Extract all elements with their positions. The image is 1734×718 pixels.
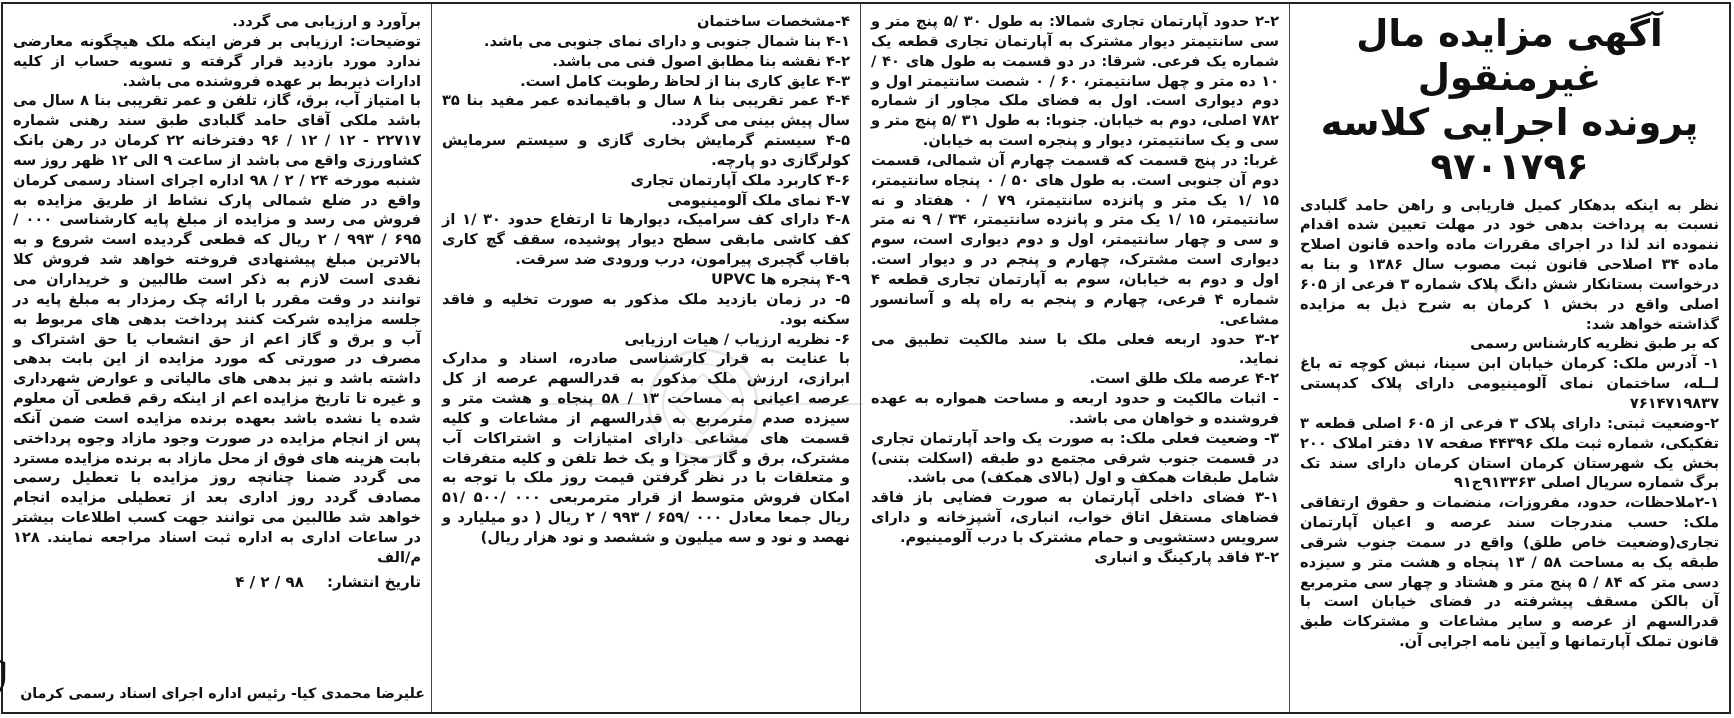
spec-finishes-line: ۴-۸ دارای کف سرامیک، دیوارها تا ارتفاع حدود ۳۰ /۱ از کف کاشی مابقی سطح دیوار پوشیده، سقف گچ کاری باقاب گچبری پیرامون، درب ورودی ضد سرقت.	[443, 211, 852, 269]
registration-status-paragraph: ۲-وضعیت ثبتی: دارای پلاک ۳ فرعی از ۶۰۵ اصلی قطعه ۳ تفکیکی، شماره ثبت ملک ۴۴۳۹۶ صفحه ۱۷ دفتر املاک ۲۰۰ بخش یک شهرستان کرمان استان کرمان دارای سند تک برگ شماره سریال اصلی ۹۱۳۳۶۳ج۹۱	[1301, 414, 1721, 492]
notice-column-3	[433, 4, 862, 712]
valuation-paragraph: با عنایت به قرار کارشناسی صادره، اسناد و مدارک ابرازی، ارزش ملک مذکور به قدرالسهم عرصه از کل عرصه اعیانی به مساحت ۱۳ / ۵۸ پنجاه و هشت متر و سیزده صدم مترمربع به قدرالسهم از مشاعات و کلیه قسمت های مشاعی دارای امتیازات و اشتراکات آب مشترک، برق و گاز مجزا و یک خط تلفن و کلیه متفرقات و متعلقات با در نظر گرفتن قیمت روز ملک با توجه به امکان فروش متوسط از قرار مترمربعی ۰۰۰ /۵۰۰ /۵۱ ریال جمعا معادل ۰۰۰ /۶۵۹ / ۹۹۳ / ۲ ریال ( دو میلیارد و نهصد و نود و سه میلیون و ششصد و نود هزار ریال)	[443, 350, 852, 546]
spec-usage-line: ۴-۶ کاربرد ملک آپارتمان تجاری	[631, 171, 852, 189]
auction-notice-page	[2, 2, 1732, 714]
spec-plan-line: ۴-۲ نقشه بنا مطابق اصول فنی می باشد.	[553, 52, 852, 70]
boundaries-paragraph: ۲-۲ حدود آپارتمان تجاری شمالا: به طول ۳۰ /۵ پنج متر و سی سانتیمتر دیوار مشترک به آپارتمان تجاری قطعه یک شماره یک فرعی. شرقا: در دو قسمت به طول های ۴۰ /۱۰ ده متر و چهل سانتیمتر، ۶۰ / ۰ شصت سانتیمتر اول و دوم دیواری است. اول به فضای ملک مجاور از شماره ۷۸۲ اصلی، دوم به خیابان. جنوبا: به طول ۳۱ /۵ پنج متر و سی و یک سانتیمتر، دیوار و پنجره است به خیابان.	[872, 13, 1281, 150]
west-boundary-paragraph: غربا: در پنج قسمت که قسمت چهارم آن شمالی، قسمت دوم آن جنوبی است. به طول های ۵۰ / ۰ پنجاه سانتیمتر، ۱۵ /۱ یک متر و پانزده سانتیمتر، ۷۹ / ۰ هفتاد و نه سانتیمتر، ۱۵ /۱ یک متر و پانزده سانتیمتر، ۳۴ / ۹ نه متر و سی و چهار سانتیمتر، اول و دوم دیواری است، سوم دیواری است مشترک، چهارم و پنجم در و دیوار است. اول و دوم به خیابان، سوم به آپارتمان تجاری قطعه ۴ شماره ۴ فرعی، چهارم و پنجم به راه پله و آسانسور مشاعی.	[872, 151, 1281, 328]
signature-line: علیرضا محمدی کیا- رئیس اداره اجرای اسناد رسمی کرمان	[21, 686, 426, 702]
spec-windows-line: ۴-۹ پنجره ها UPVC	[712, 270, 852, 288]
appraiser-heading: ۶- نظریه ارزیاب / هیات ارزیابی	[625, 330, 852, 348]
publication-date-value: ۹۸ / ۲ / ۴	[236, 572, 305, 591]
auction-terms-paragraph: با امتیاز آب، برق، گاز، تلفن و عمر تقریبی بنا ۸ سال می باشد ملکی آقای حامد گلبادی طبق سند رهنی شماره ۲۲۷۱۷ - ۱۲ / ۱۲ / ۹۶ دفترخانه ۲۲ کرمان در رهن بانک کشاورزی واقع می باشد از ساعت ۹ الی ۱۲ ظهر روز سه شنبه مورخه ۲۴ / ۲ / ۹۸ اداره اجرای اسناد رسمی کرمان واقع در ضلع شمالی پارک نشاط از طریق مزایده به فروش می رسد و مزایده از مبلغ پایه کارشناسی ۰۰۰ / ۶۹۵ / ۹۹۳ / ۲ ریال که قطعی گردیده است شروع و به بالاترین مبلغ پیشنهادی فروخته خواهد شد فروش کلا نقدی است لازم به ذکر است طالبین و خریداران می توانند در وقت مقرر با ارائه چک رمزدار به مبلغ پایه در جلسه مزایده شرکت کنند پرداخت بدهی های مربوط به آب و برق و گاز اعم از حق انشعاب یا حق اشتراک و مصرف در صورتی که مورد مزایده از این بابت بدهی داشته باشد و نیز بدهی های مالیاتی و عوارض شهرداری و غیره تا تاریخ مزایده اعم از اینکه رقم قطعی آن معلوم شده یا نشده باشد بعهده برنده مزایده است ضمن آنکه پس از انجام مزایده در صورت وجود مازاد وجوه پرداختی بابت هزینه های فوق از محل مازاد به برنده مزایده مسترد می گردد ضمنا چنانچه روز مزایده با تعطیل رسمی مصادف گردد روز اداری بعد از تعطیلی مزایده انجام خواهد شد طالبین می توانند جهت کسب اطلاعات بیشتر در ساعات اداری به اداره ثبت اسناد مراجعه نمایند. ۱۲۸ م/الف	[14, 92, 423, 566]
notice-intro-paragraph: نظر به اینکه بدهکار کمیل فاریابی و راهن حامد گلبادی نسبت به پرداخت بدهی خود در مهلت تعیین شده اقدام ننموده اند لذا در اجرای مقررات ماده واحده قانون اصلاح ماده ۳۴ اصلاحی قانون ثبت مصوب سال ۱۳۸۶ و بنا به درخواست بستانکار شش دانگ پلاک شماره ۳ فرعی از ۶۰۵ اصلی واقع در بخش ۱ کرمان به شرح ذیل به مزایده گذاشته خواهد شد:	[1301, 196, 1721, 333]
expert-opinion-line: که بر طبق نظریه کارشناس رسمی	[1471, 335, 1720, 353]
spec-orientation-line: ۴-۱ بنا شمال جنوبی و دارای نمای جنوبی می باشد.	[484, 32, 852, 50]
property-remarks-paragraph: ۲-۱ملاحظات، حدود، مفروزات، منضمات و حقوق ارتفاقی ملک: حسب مندرجات سند عرصه و اعیان آپارتمان تجاری(وضعیت خاص طلق) واقع در سمت جنوب شرقی طبقه یک به مساحت ۵۸ / ۱۳ پنجاه و هشت متر و سیزده دسی متر که ۸۴ / ۵ پنج متر و هشتاد و چهار سی مترمربع آن بالکن مسقف پیشرفته در فضای خیابان است با قدرالسهم از عرصه و سایر مشاعات و مشترکات طبق قانون تملک آپارتمانها و آیین نامه اجرایی آن.	[1301, 494, 1721, 651]
parking-storage-line: ۳-۲ فاقد پارکینگ و انباری	[1095, 548, 1281, 566]
notice-title-block	[1301, 12, 1720, 190]
land-status-line: ۴-۲ عرصه ملک طلق است.	[1090, 370, 1281, 388]
appraisal-continuation-line: برآورد و ارزیابی می گردد.	[233, 13, 423, 30]
spec-insulation-line: ۴-۳ عایق کاری بنا از لحاظ رطوبت کامل است.	[521, 72, 852, 90]
case-number-title: پرونده اجرایی کلاسه ۹۷۰۱۷۹۶	[1321, 100, 1700, 189]
boundaries-match-line: ۳-۲ حدود اربعه فعلی ملک با سند مالکیت تطبیق می نماید.	[872, 330, 1281, 368]
notice-column-1	[1291, 4, 1730, 712]
interior-space-paragraph: ۳-۱ فضای داخلی آپارتمان به صورت فضایی باز فاقد فضاهای مستقل اتاق خواب، انباری، آشپزخانه و دارای سرویس دستشویی و حمام مشترک با درب آلومینیوم.	[872, 489, 1281, 546]
notice-column-2	[862, 4, 1291, 712]
explanations-paragraph: توضیحات: ارزیابی بر فرض اینکه ملک هیچگونه معارضی ندارد مورد بازدید قرار گرفته و تسویه حساب از کلیه ادارات ذیربط بر عهده فروشنده می باشد.	[14, 32, 423, 90]
property-address-paragraph: ۱- آدرس ملک: کرمان خیابان ابن سینا، نبش کوچه ته باغ لــله، ساختمان نمای آلومینیومی دارای پلاک کدپستی ۷۶۱۴۷۱۹۸۳۷	[1301, 355, 1720, 412]
visit-status-line: ۵- در زمان بازدید ملک مذکور به صورت تخلیه و فاقد سکنه بود.	[443, 290, 852, 328]
registration-organization-emblem-icon	[0, 654, 15, 702]
notice-column-4	[4, 4, 433, 712]
notice-title: آگهی مزایده مال غیرمنقول	[1357, 12, 1664, 100]
spec-age-line: ۴-۴ عمر تقریبی بنا ۸ سال و باقیمانده عمر مفید بنا ۳۵ سال پیش بینی می گردد.	[443, 92, 852, 130]
signature-area	[16, 654, 426, 702]
building-specs-heading: ۴-مشخصات ساختمان	[698, 13, 852, 30]
publication-date-label: تاریخ انتشار:	[328, 572, 423, 591]
publication-date-line	[14, 572, 422, 592]
ownership-proof-line: - اثبات مالکیت و حدود اربعه و مساحت همواره به عهده فروشنده و خواهان می باشد.	[872, 390, 1281, 427]
spec-facade-line: ۴-۷ نمای ملک آلومینیومی	[668, 191, 852, 209]
current-status-paragraph: ۳- وضعیت فعلی ملک: به صورت یک واحد آپارتمان تجاری در قسمت جنوب شرقی مجتمع دو طبقه (اسکلت بتنی) شامل طبقات همکف و اول (بالای همکف) می باشد.	[872, 429, 1281, 487]
spec-hvac-line: ۴-۵ سیستم گرمایش بخاری گازی و سیستم سرمایش کولرگازی دو پارچه.	[443, 132, 852, 169]
